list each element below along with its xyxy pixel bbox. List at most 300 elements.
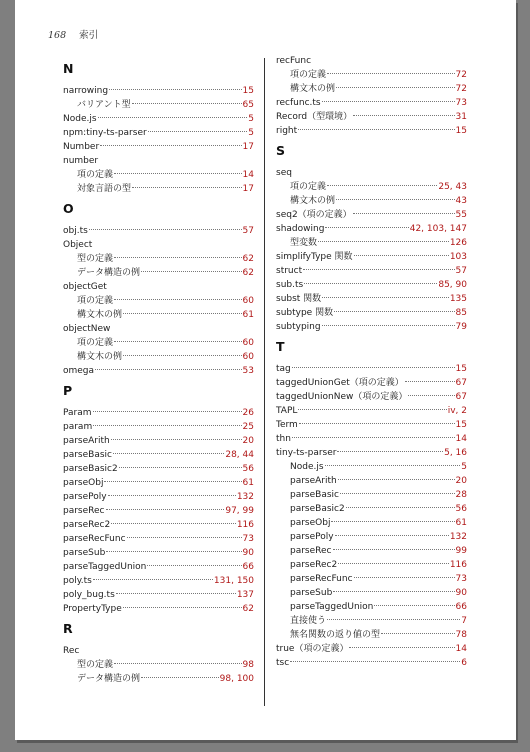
index-entry <box>276 404 467 418</box>
dot-leader <box>93 425 241 426</box>
entry-page-refs[interactable]: 62 <box>242 254 254 264</box>
index-entry <box>63 532 254 546</box>
document-page <box>15 0 516 740</box>
index-entry <box>63 224 254 238</box>
dot-leader <box>116 593 236 594</box>
entry-page-refs[interactable]: 73 <box>455 98 467 108</box>
dot-leader <box>327 619 460 620</box>
entry-term: 型の定義 <box>77 254 114 264</box>
dot-leader <box>346 507 455 508</box>
entry-term: number <box>63 156 99 166</box>
entry-term: parseRec2 <box>63 520 111 530</box>
entry-term: subtyping <box>276 322 321 332</box>
index-subentry <box>276 558 467 572</box>
entry-term: simplifyType 関数 <box>276 252 353 262</box>
index-subentry <box>276 194 467 208</box>
entry-page-refs[interactable]: 97, 99 <box>225 506 254 516</box>
dot-leader <box>298 409 446 410</box>
entry-page-refs[interactable]: 5 <box>248 114 254 124</box>
entry-term: TAPL <box>276 406 298 416</box>
entry-term: poly_bug.ts <box>63 590 115 600</box>
dot-leader <box>132 187 242 188</box>
entry-term: Node.js <box>290 462 324 472</box>
entry-page-refs[interactable]: 31 <box>455 112 467 122</box>
header-title: 索引 <box>79 30 99 41</box>
index-subentry <box>63 350 254 364</box>
dot-leader <box>374 605 454 606</box>
page-number: 168 <box>48 30 67 41</box>
entry-term: Number <box>63 142 100 152</box>
dot-leader <box>114 341 242 342</box>
index-subentry <box>276 586 467 600</box>
entry-page-refs[interactable]: 132 <box>236 492 254 502</box>
entry-term: parseRec2 <box>290 560 338 570</box>
entry-term: 型の定義 <box>77 660 114 670</box>
entry-page-refs[interactable]: 66 <box>242 562 254 572</box>
entry-page-refs[interactable]: 20 <box>242 436 254 446</box>
index-entry <box>276 110 467 124</box>
index-subentry <box>63 672 254 686</box>
entry-page-refs[interactable]: 14 <box>455 434 467 444</box>
dot-leader <box>123 355 242 356</box>
index-subentry <box>63 98 254 112</box>
dot-leader <box>114 257 242 258</box>
dot-leader <box>106 509 225 510</box>
entry-page-refs[interactable]: 90 <box>455 588 467 598</box>
entry-page-refs[interactable]: 17 <box>242 184 254 194</box>
dot-leader <box>93 579 213 580</box>
dot-leader <box>108 495 236 496</box>
index-entry <box>63 448 254 462</box>
dot-leader <box>123 607 242 608</box>
entry-term: 型変数 <box>290 238 318 248</box>
dot-leader <box>298 129 454 130</box>
index-entry <box>276 292 467 306</box>
index-subentry <box>276 460 467 474</box>
entry-term: objectNew <box>63 324 111 334</box>
index-subentry <box>276 502 467 516</box>
entry-page-refs[interactable]: 61 <box>455 518 467 528</box>
index-entry <box>276 166 467 180</box>
entry-page-refs[interactable]: 56 <box>455 504 467 514</box>
dot-leader <box>109 89 241 90</box>
entry-term: 構文木の例 <box>77 310 123 320</box>
entry-term: parseSub <box>63 548 106 558</box>
entry-page-refs[interactable]: 60 <box>242 338 254 348</box>
entry-term: parseRecFunc <box>63 534 126 544</box>
dot-leader <box>119 467 242 468</box>
index-subentry <box>63 658 254 672</box>
entry-page-refs[interactable]: 85 <box>455 308 467 318</box>
dot-leader <box>114 663 242 664</box>
index-entry <box>276 642 467 656</box>
dot-leader <box>113 453 224 454</box>
index-entry <box>63 462 254 476</box>
entry-page-refs[interactable]: 116 <box>236 520 254 530</box>
entry-page-refs[interactable]: 67 <box>455 378 467 388</box>
entry-term: struct <box>276 266 303 276</box>
index-subentry <box>276 236 467 250</box>
index-entry <box>63 280 254 294</box>
entry-term: shadowing <box>276 224 325 234</box>
entry-term: parsePoly <box>63 492 107 502</box>
dot-leader <box>325 227 408 228</box>
entry-term: Param <box>63 408 92 418</box>
entry-term: parseRec <box>63 506 105 516</box>
dot-leader <box>111 439 242 440</box>
entry-page-refs[interactable]: 78 <box>455 630 467 640</box>
entry-page-refs[interactable]: 72 <box>455 84 467 94</box>
entry-page-refs[interactable]: 72 <box>455 70 467 80</box>
dot-leader <box>104 481 241 482</box>
entry-term: parseBasic <box>63 450 112 460</box>
entry-term: 項の定義 <box>77 296 114 306</box>
entry-term: 項の定義 <box>290 182 327 192</box>
entry-page-refs[interactable]: 14 <box>455 644 467 654</box>
entry-page-refs[interactable]: 15 <box>455 126 467 136</box>
entry-page-refs[interactable]: 25 <box>242 422 254 432</box>
dot-leader <box>148 131 248 132</box>
index-entry <box>276 418 467 432</box>
entry-page-refs[interactable]: 61 <box>242 478 254 488</box>
index-subentry <box>63 308 254 322</box>
index-entry <box>63 112 254 126</box>
entry-term: sub.ts <box>276 280 304 290</box>
entry-term: parseArith <box>290 476 337 486</box>
entry-page-refs[interactable]: 15 <box>242 86 254 96</box>
entry-page-refs[interactable]: 135 <box>449 294 467 304</box>
entry-term: Node.js <box>63 114 97 124</box>
entry-page-refs[interactable]: 25, 43 <box>438 182 467 192</box>
dot-leader <box>322 297 449 298</box>
dot-leader <box>327 73 455 74</box>
entry-page-refs[interactable]: 6 <box>461 658 467 668</box>
entry-page-refs[interactable]: 62 <box>242 268 254 278</box>
index-entry <box>276 124 467 138</box>
entry-term: 構文木の例 <box>77 352 123 362</box>
entry-page-refs[interactable]: 53 <box>242 366 254 376</box>
index-subentry <box>276 82 467 96</box>
entry-page-refs[interactable]: 132 <box>449 532 467 542</box>
index-entry <box>63 434 254 448</box>
entry-term: tiny-ts-parser <box>276 448 337 458</box>
dot-leader <box>349 647 454 648</box>
index-entry <box>63 238 254 252</box>
entry-page-refs[interactable]: 20 <box>455 476 467 486</box>
index-entry <box>63 476 254 490</box>
entry-page-refs[interactable]: 26 <box>242 408 254 418</box>
section-heading: S <box>276 143 286 158</box>
index-subentry <box>63 336 254 350</box>
index-entry <box>276 96 467 110</box>
dot-leader <box>338 563 449 564</box>
dot-leader <box>114 173 242 174</box>
entry-page-refs[interactable]: 55 <box>455 210 467 220</box>
entry-term: バリアント型 <box>77 100 131 110</box>
index-entry <box>276 222 467 236</box>
entry-term: narrowing <box>63 86 109 96</box>
entry-page-refs[interactable]: 61 <box>242 310 254 320</box>
index-column-right <box>276 54 467 670</box>
entry-page-refs[interactable]: 57 <box>242 226 254 236</box>
entry-term: subst 関数 <box>276 294 322 304</box>
index-entry <box>63 140 254 154</box>
entry-term: Record（型環境） <box>276 112 353 122</box>
index-subentry <box>276 516 467 530</box>
index-subentry <box>276 600 467 614</box>
entry-term: 項の定義 <box>77 170 114 180</box>
entry-page-refs[interactable]: 79 <box>455 322 467 332</box>
index-entry <box>63 504 254 518</box>
section-heading: T <box>276 339 285 354</box>
entry-page-refs[interactable]: 43 <box>455 196 467 206</box>
dot-leader <box>336 87 455 88</box>
entry-page-refs[interactable]: 7 <box>461 616 467 626</box>
index-entry <box>276 376 467 390</box>
dot-leader <box>405 381 455 382</box>
index-entry <box>63 420 254 434</box>
entry-page-refs[interactable]: 28, 44 <box>225 450 254 460</box>
dot-leader <box>318 241 449 242</box>
index-entry <box>63 490 254 504</box>
dot-leader <box>106 551 241 552</box>
dot-leader <box>354 255 449 256</box>
dot-leader <box>123 313 242 314</box>
entry-page-refs[interactable]: iv, 2 <box>447 406 467 416</box>
dot-leader <box>354 577 455 578</box>
dot-leader <box>303 269 454 270</box>
entry-term: 対象言語の型 <box>77 184 132 194</box>
dot-leader <box>100 145 241 146</box>
entry-page-refs[interactable]: 57 <box>455 266 467 276</box>
index-entry <box>276 320 467 334</box>
entry-term: 直接使う <box>290 616 327 626</box>
entry-term: parseRec <box>290 546 332 556</box>
index-entry <box>63 602 254 616</box>
entry-term: parsePoly <box>290 532 334 542</box>
dot-leader <box>111 523 236 524</box>
index-entry <box>276 432 467 446</box>
entry-page-refs[interactable]: 15 <box>455 364 467 374</box>
dot-leader <box>89 229 242 230</box>
index-entry <box>63 518 254 532</box>
dot-leader <box>132 103 242 104</box>
entry-term: parseBasic <box>290 490 339 500</box>
dot-leader <box>353 213 455 214</box>
dot-leader <box>333 549 455 550</box>
entry-term: 構文木の例 <box>290 196 336 206</box>
dot-leader <box>331 521 454 522</box>
index-subentry <box>276 488 467 502</box>
entry-page-refs[interactable]: 116 <box>449 560 467 570</box>
entry-page-refs[interactable]: 60 <box>242 352 254 362</box>
entry-page-refs[interactable]: 73 <box>242 534 254 544</box>
dot-leader <box>292 367 455 368</box>
index-entry <box>276 278 467 292</box>
entry-page-refs[interactable]: 42, 103, 147 <box>409 224 467 234</box>
entry-page-refs[interactable]: 73 <box>455 574 467 584</box>
entry-page-refs[interactable]: 62 <box>242 604 254 614</box>
index-subentry <box>276 614 467 628</box>
index-entry <box>276 446 467 460</box>
entry-term: 項の定義 <box>77 338 114 348</box>
dot-leader <box>93 411 242 412</box>
entry-page-refs[interactable]: 5, 16 <box>444 448 467 458</box>
entry-term: recfunc.ts <box>276 98 321 108</box>
index-entry <box>63 588 254 602</box>
entry-page-refs[interactable]: 67 <box>455 392 467 402</box>
dot-leader <box>141 677 219 678</box>
entry-term: parseObj <box>290 518 331 528</box>
index-entry <box>63 322 254 336</box>
entry-term: parseTaggedUnion <box>290 602 374 612</box>
entry-page-refs[interactable]: 15 <box>455 420 467 430</box>
entry-term: parseSub <box>290 588 333 598</box>
dot-leader <box>335 535 449 536</box>
entry-page-refs[interactable]: 56 <box>242 464 254 474</box>
index-subentry <box>276 572 467 586</box>
entry-page-refs[interactable]: 17 <box>242 142 254 152</box>
entry-term: 構文木の例 <box>290 84 336 94</box>
index-entry <box>276 306 467 320</box>
entry-page-refs[interactable]: 99 <box>455 546 467 556</box>
entry-term: true（項の定義） <box>276 644 349 654</box>
index-subentry <box>63 182 254 196</box>
dot-leader <box>322 101 455 102</box>
dot-leader <box>290 661 460 662</box>
entry-page-refs[interactable]: 126 <box>449 238 467 248</box>
entry-term: parseRecFunc <box>290 574 353 584</box>
index-subentry <box>276 544 467 558</box>
entry-term: right <box>276 126 298 136</box>
dot-leader <box>336 199 455 200</box>
entry-page-refs[interactable]: 5 <box>248 128 254 138</box>
index-entry <box>63 406 254 420</box>
dot-leader <box>408 395 454 396</box>
entry-page-refs[interactable]: 14 <box>242 170 254 180</box>
dot-leader <box>304 283 437 284</box>
entry-page-refs[interactable]: 90 <box>242 548 254 558</box>
dot-leader <box>325 465 461 466</box>
index-entry <box>63 126 254 140</box>
index-subentry <box>63 294 254 308</box>
entry-term: 項の定義 <box>290 70 327 80</box>
index-entry <box>63 546 254 560</box>
index-subentry <box>63 168 254 182</box>
dot-leader <box>114 299 242 300</box>
entry-page-refs[interactable]: 60 <box>242 296 254 306</box>
entry-term: subtype 関数 <box>276 308 334 318</box>
entry-term: obj.ts <box>63 226 88 236</box>
entry-term: PropertyType <box>63 604 122 614</box>
section-heading: P <box>63 383 73 398</box>
entry-term: poly.ts <box>63 576 92 586</box>
index-entry <box>63 560 254 574</box>
entry-page-refs[interactable]: 5 <box>461 462 467 472</box>
section-heading: N <box>63 61 74 76</box>
entry-term: taggedUnionNew（項の定義） <box>276 392 408 402</box>
entry-page-refs[interactable]: 85, 90 <box>438 280 467 290</box>
dot-leader <box>292 437 455 438</box>
index-entry <box>276 656 467 670</box>
index-column-left <box>63 54 254 686</box>
index-subentry <box>276 180 467 194</box>
dot-leader <box>334 311 454 312</box>
entry-term: omega <box>63 366 95 376</box>
dot-leader <box>147 565 241 566</box>
running-header <box>48 27 98 41</box>
entry-page-refs[interactable]: 131, 150 <box>213 576 254 586</box>
entry-page-refs[interactable]: 66 <box>455 602 467 612</box>
dot-leader <box>322 325 455 326</box>
entry-term: seq2（項の定義） <box>276 210 352 220</box>
dot-leader <box>299 423 455 424</box>
section-heading: O <box>63 201 74 216</box>
index-subentry <box>276 474 467 488</box>
column-divider <box>264 58 265 706</box>
index-subentry <box>63 266 254 280</box>
entry-term: recFunc <box>276 56 312 66</box>
entry-term: Term <box>276 420 298 430</box>
entry-term: データ構造の例 <box>77 268 141 278</box>
index-entry <box>276 264 467 278</box>
index-subentry <box>276 628 467 642</box>
entry-term: parseBasic2 <box>63 464 118 474</box>
index-entry <box>63 644 254 658</box>
entry-term: Rec <box>63 646 80 656</box>
dot-leader <box>127 537 242 538</box>
dot-leader <box>98 117 248 118</box>
entry-page-refs[interactable]: 98, 100 <box>219 674 254 684</box>
entry-term: thn <box>276 434 291 444</box>
dot-leader <box>327 185 437 186</box>
dot-leader <box>333 591 454 592</box>
dot-leader <box>95 369 242 370</box>
entry-page-refs[interactable]: 137 <box>236 590 254 600</box>
index-subentry <box>63 252 254 266</box>
entry-page-refs[interactable]: 98 <box>242 660 254 670</box>
entry-term: taggedUnionGet（項の定義） <box>276 378 404 388</box>
entry-page-refs[interactable]: 65 <box>242 100 254 110</box>
entry-term: seq <box>276 168 292 178</box>
entry-term: parseBasic2 <box>290 504 345 514</box>
entry-term: tsc <box>276 658 290 668</box>
entry-term: npm:tiny-ts-parser <box>63 128 147 138</box>
entry-term: parseTaggedUnion <box>63 562 147 572</box>
dot-leader <box>353 115 454 116</box>
index-entry <box>276 362 467 376</box>
dot-leader <box>381 633 455 634</box>
index-entry <box>276 208 467 222</box>
entry-term: データ構造の例 <box>77 674 141 684</box>
entry-term: tag <box>276 364 291 374</box>
dot-leader <box>340 493 455 494</box>
index-entry <box>63 84 254 98</box>
entry-term: parseArith <box>63 436 110 446</box>
index-entry <box>63 364 254 378</box>
section-heading: R <box>63 621 73 636</box>
entry-term: param <box>63 422 93 432</box>
index-entry <box>63 574 254 588</box>
entry-page-refs[interactable]: 103 <box>449 252 467 262</box>
entry-term: 無名関数の返り値の型 <box>290 630 381 640</box>
dot-leader <box>338 479 455 480</box>
index-subentry <box>276 68 467 82</box>
entry-term: objectGet <box>63 282 107 292</box>
entry-page-refs[interactable]: 28 <box>455 490 467 500</box>
dot-leader <box>337 451 443 452</box>
dot-leader <box>141 271 242 272</box>
